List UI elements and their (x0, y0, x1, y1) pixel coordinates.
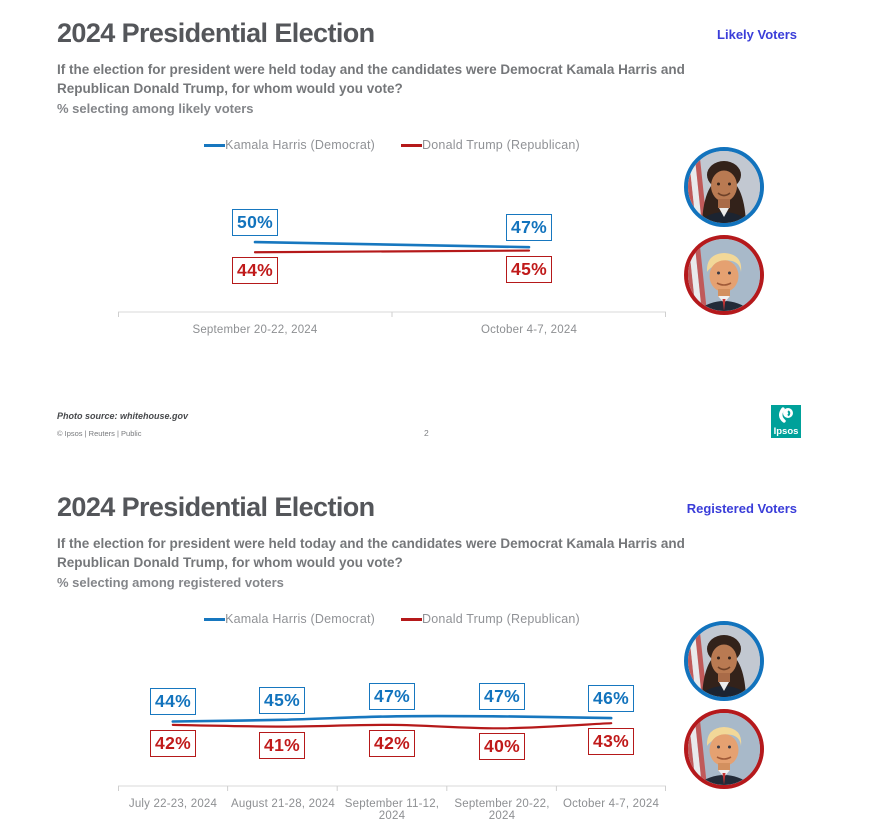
legend-label: Donald Trump (Republican) (422, 612, 580, 626)
x-axis-label-2: September 11-12, 2024 (344, 798, 440, 822)
legend-label: Kamala Harris (Democrat) (225, 138, 376, 152)
photo-source-note: Photo source: whitehouse.gov (57, 411, 189, 421)
data-label-kamala-harris-democrat-2: 47% (369, 683, 415, 710)
donald-trump-portrait (688, 713, 760, 785)
slide-registered-voters (0, 474, 873, 822)
data-label-kamala-harris-democrat-4: 46% (588, 685, 634, 712)
copyright-note: © Ipsos | Reuters | Public (57, 429, 142, 438)
data-label-donald-trump-republican-1: 41% (259, 732, 305, 759)
kamala-harris-photo (684, 621, 764, 701)
data-label-donald-trump-republican-0: 44% (232, 257, 278, 284)
data-label-kamala-harris-democrat-0: 50% (232, 209, 278, 236)
data-label-donald-trump-republican-4: 43% (588, 728, 634, 755)
kamala-harris-portrait (688, 625, 760, 697)
legend-swatch-kamala-harris-democrat (204, 144, 225, 147)
legend-label: Donald Trump (Republican) (422, 138, 580, 152)
data-label-donald-trump-republican-1: 45% (506, 256, 552, 283)
x-axis-label-0: September 20-22, 2024 (192, 324, 318, 336)
data-label-donald-trump-republican-2: 42% (369, 730, 415, 757)
legend-swatch-kamala-harris-democrat (204, 618, 225, 621)
x-axis-label-4: October 4-7, 2024 (562, 798, 660, 810)
page-title: 2024 Presidential Election (57, 18, 375, 48)
page-title: 2024 Presidential Election (57, 492, 375, 522)
poll-line-chart (118, 190, 666, 340)
series-line-donald-trump-republican (173, 723, 611, 728)
series-line-kamala-harris-democrat (173, 716, 611, 721)
legend-swatch-donald-trump-republican (401, 618, 422, 621)
x-axis-label-1: August 21-28, 2024 (231, 798, 335, 810)
page-number: 2 (424, 428, 429, 438)
legend-donald-trump-republican (401, 612, 580, 626)
slide-footer (0, 403, 873, 448)
series-line-kamala-harris-democrat (255, 242, 529, 247)
legend-label: Kamala Harris (Democrat) (225, 612, 376, 626)
data-label-kamala-harris-democrat-3: 47% (479, 683, 525, 710)
kamala-harris-photo (684, 147, 764, 227)
audience-badge: Likely Voters (717, 27, 797, 42)
ipsos-logo (771, 405, 801, 438)
data-label-kamala-harris-democrat-1: 45% (259, 687, 305, 714)
legend-kamala-harris-democrat (204, 138, 375, 152)
chart-legend (118, 611, 666, 627)
audience-badge: Registered Voters (686, 501, 797, 516)
data-label-donald-trump-republican-3: 40% (479, 733, 525, 760)
legend-kamala-harris-democrat (204, 612, 375, 626)
series-line-donald-trump-republican (255, 251, 529, 253)
chart-subtitle: % selecting among registered voters (57, 575, 284, 590)
poll-line-chart (118, 664, 666, 822)
data-label-donald-trump-republican-0: 42% (150, 730, 196, 757)
chart-legend (118, 137, 666, 153)
donald-trump-portrait (688, 239, 760, 311)
donald-trump-photo (684, 235, 764, 315)
kamala-harris-portrait (688, 151, 760, 223)
x-axis-label-0: July 22-23, 2024 (128, 798, 218, 810)
legend-donald-trump-republican (401, 138, 580, 152)
ipsos-logo-mark (771, 405, 801, 438)
legend-swatch-donald-trump-republican (401, 144, 422, 147)
survey-question: If the election for president were held today and the candidates were Democrat Kamala Harris and Republican Donald Trump, for whom would you vote? (57, 536, 685, 571)
x-axis-label-3: September 20-22, 2024 (454, 798, 550, 822)
chart-canvas (118, 190, 666, 320)
survey-question: If the election for president were held today and the candidates were Democrat Kamala Harris and Republican Donald Trump, for whom would you vote? (57, 62, 685, 97)
data-label-kamala-harris-democrat-1: 47% (506, 214, 552, 241)
x-axis-label-1: October 4-7, 2024 (480, 324, 578, 336)
data-label-kamala-harris-democrat-0: 44% (150, 688, 196, 715)
ipsos-logo-text: Ipsos (773, 426, 799, 437)
chart-subtitle: % selecting among likely voters (57, 101, 254, 116)
donald-trump-photo (684, 709, 764, 789)
